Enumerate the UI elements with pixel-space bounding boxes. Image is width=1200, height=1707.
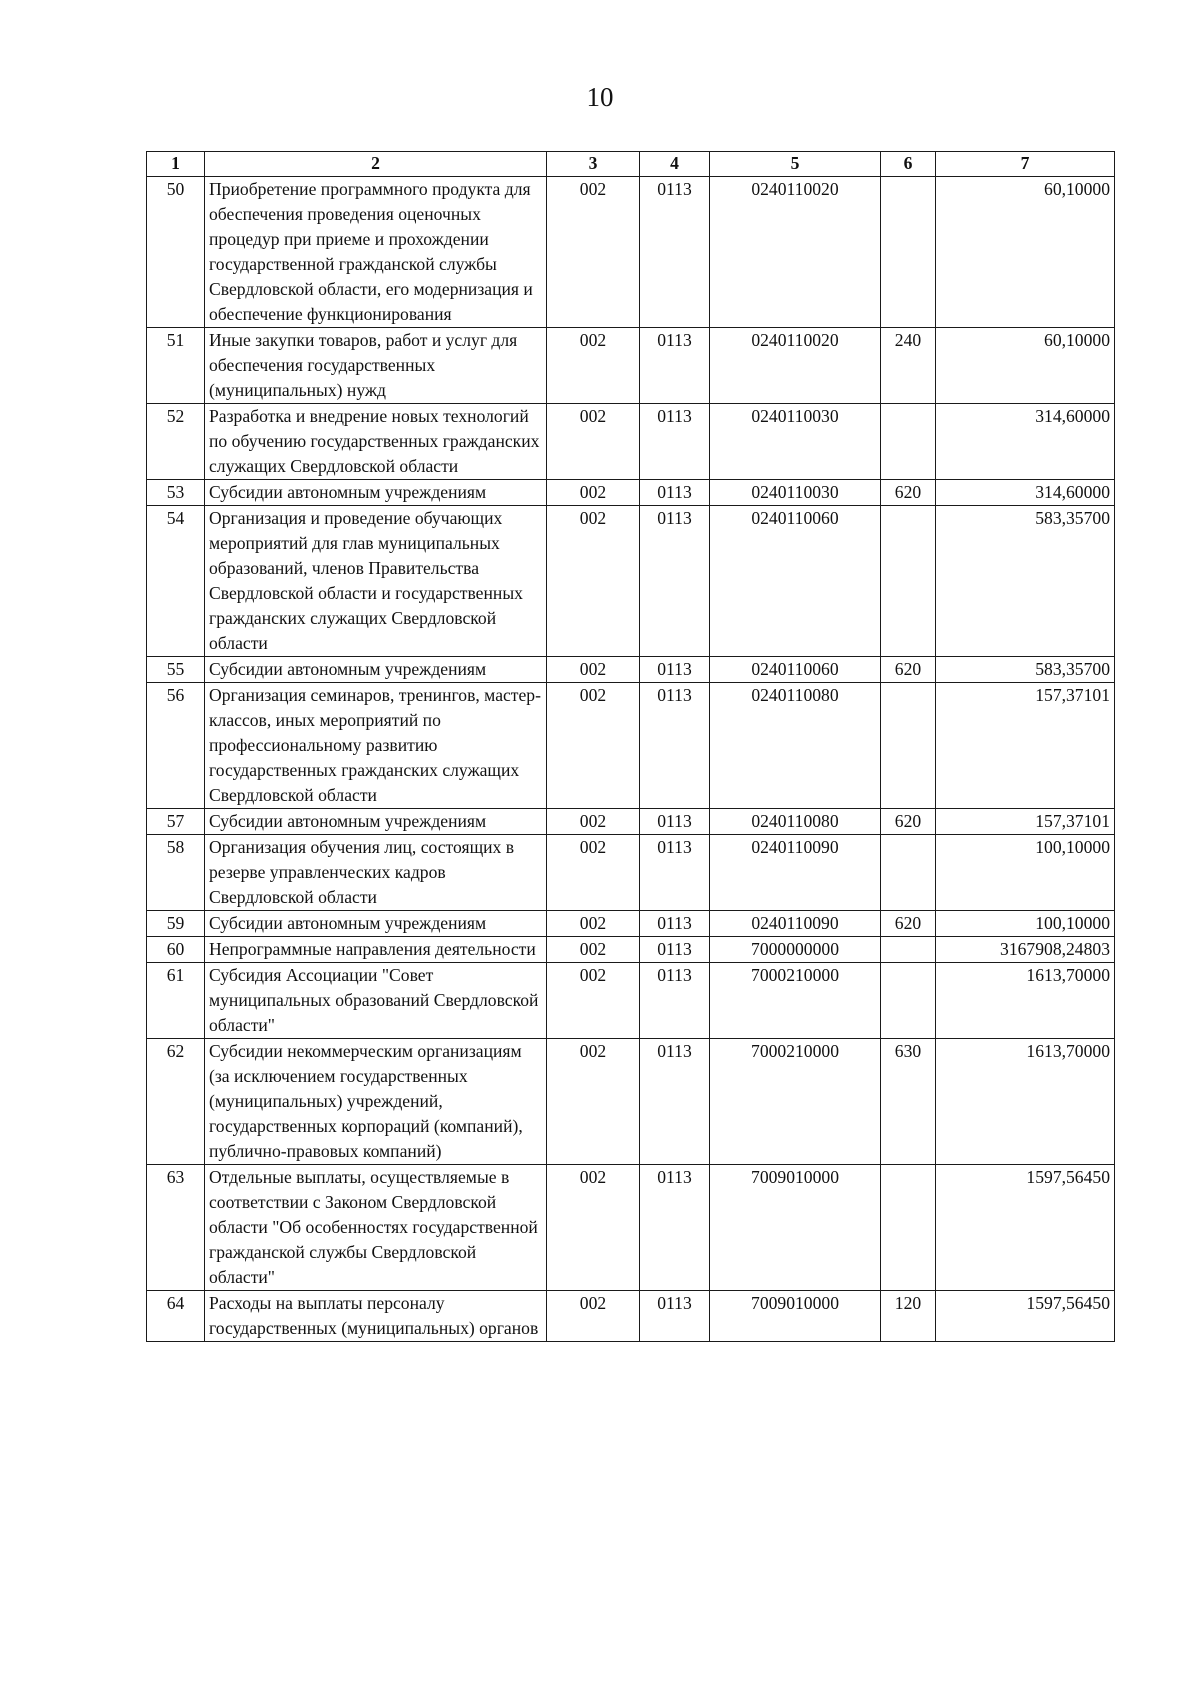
row-code-3: 002 bbox=[547, 809, 640, 835]
row-code-6 bbox=[881, 937, 936, 963]
row-code-4: 0113 bbox=[640, 1165, 710, 1291]
row-name: Субсидия Ассоциации "Совет муниципальных образований Свердловской области" bbox=[205, 963, 547, 1039]
row-code-3: 002 bbox=[547, 835, 640, 911]
row-code-5: 7000000000 bbox=[710, 937, 881, 963]
row-code-5: 7000210000 bbox=[710, 1039, 881, 1165]
row-code-3: 002 bbox=[547, 177, 640, 328]
row-code-6: 620 bbox=[881, 911, 936, 937]
table-row bbox=[147, 835, 1115, 911]
row-number: 57 bbox=[147, 809, 205, 835]
row-code-6: 620 bbox=[881, 657, 936, 683]
row-code-4: 0113 bbox=[640, 835, 710, 911]
table-row bbox=[147, 506, 1115, 657]
row-name: Субсидии автономным учреждениям bbox=[205, 480, 547, 506]
row-amount: 583,35700 bbox=[936, 506, 1115, 657]
row-number: 54 bbox=[147, 506, 205, 657]
row-code-4: 0113 bbox=[640, 657, 710, 683]
row-code-6 bbox=[881, 506, 936, 657]
row-code-4: 0113 bbox=[640, 1039, 710, 1165]
row-code-5: 0240110030 bbox=[710, 404, 881, 480]
table-row bbox=[147, 328, 1115, 404]
table-row bbox=[147, 963, 1115, 1039]
row-amount: 3167908,24803 bbox=[936, 937, 1115, 963]
table-header-row bbox=[147, 152, 1115, 177]
row-code-4: 0113 bbox=[640, 506, 710, 657]
row-code-6 bbox=[881, 835, 936, 911]
row-number: 64 bbox=[147, 1291, 205, 1342]
table-row bbox=[147, 1039, 1115, 1165]
row-code-3: 002 bbox=[547, 506, 640, 657]
row-number: 58 bbox=[147, 835, 205, 911]
row-name: Иные закупки товаров, работ и услуг для обеспечения государственных (муниципальных) нужд bbox=[205, 328, 547, 404]
row-code-5: 0240110080 bbox=[710, 683, 881, 809]
row-number: 63 bbox=[147, 1165, 205, 1291]
row-name: Отдельные выплаты, осуществляемые в соответствии с Законом Свердловской области "Об особенностях государственной гражданской службы Свердловской области" bbox=[205, 1165, 547, 1291]
row-code-4: 0113 bbox=[640, 1291, 710, 1342]
row-code-4: 0113 bbox=[640, 177, 710, 328]
row-name: Разработка и внедрение новых технологий по обучению государственных гражданских служащих Свердловской области bbox=[205, 404, 547, 480]
row-code-4: 0113 bbox=[640, 809, 710, 835]
row-code-6 bbox=[881, 963, 936, 1039]
row-name: Непрограммные направления деятельности bbox=[205, 937, 547, 963]
row-code-6: 120 bbox=[881, 1291, 936, 1342]
row-code-6: 240 bbox=[881, 328, 936, 404]
row-name: Субсидии автономным учреждениям bbox=[205, 911, 547, 937]
row-amount: 157,37101 bbox=[936, 809, 1115, 835]
table-row bbox=[147, 911, 1115, 937]
page-number: 10 bbox=[586, 82, 614, 112]
row-code-5: 0240110060 bbox=[710, 506, 881, 657]
row-number: 56 bbox=[147, 683, 205, 809]
row-number: 50 bbox=[147, 177, 205, 328]
row-code-5: 7009010000 bbox=[710, 1291, 881, 1342]
row-number: 62 bbox=[147, 1039, 205, 1165]
row-code-6 bbox=[881, 1165, 936, 1291]
row-code-3: 002 bbox=[547, 683, 640, 809]
row-code-4: 0113 bbox=[640, 937, 710, 963]
row-code-4: 0113 bbox=[640, 963, 710, 1039]
row-code-5: 0240110090 bbox=[710, 911, 881, 937]
row-code-3: 002 bbox=[547, 657, 640, 683]
row-code-4: 0113 bbox=[640, 404, 710, 480]
row-code-3: 002 bbox=[547, 963, 640, 1039]
header-col-4: 4 bbox=[640, 152, 710, 177]
table-row bbox=[147, 657, 1115, 683]
row-amount: 100,10000 bbox=[936, 835, 1115, 911]
row-name: Организация и проведение обучающих мероприятий для глав муниципальных образований, членов Правительства Свердловской области и государственных гражданских служащих Свердловской области bbox=[205, 506, 547, 657]
row-amount: 314,60000 bbox=[936, 404, 1115, 480]
row-amount: 583,35700 bbox=[936, 657, 1115, 683]
row-code-3: 002 bbox=[547, 937, 640, 963]
row-code-6: 630 bbox=[881, 1039, 936, 1165]
row-name: Организация семинаров, тренингов, мастер-классов, иных мероприятий по профессиональному развитию государственных гражданских служащих Свердловской области bbox=[205, 683, 547, 809]
row-code-5: 0240110020 bbox=[710, 328, 881, 404]
row-code-6 bbox=[881, 404, 936, 480]
row-amount: 100,10000 bbox=[936, 911, 1115, 937]
table-row bbox=[147, 480, 1115, 506]
row-number: 51 bbox=[147, 328, 205, 404]
row-code-3: 002 bbox=[547, 328, 640, 404]
table-row bbox=[147, 404, 1115, 480]
row-name: Организация обучения лиц, состоящих в резерве управленческих кадров Свердловской области bbox=[205, 835, 547, 911]
row-number: 52 bbox=[147, 404, 205, 480]
row-name: Субсидии некоммерческим организациям (за исключением государственных (муниципальных) учреждений, государственных корпораций (компаний), публично-правовых компаний) bbox=[205, 1039, 547, 1165]
row-number: 53 bbox=[147, 480, 205, 506]
row-code-6: 620 bbox=[881, 480, 936, 506]
header-col-5: 5 bbox=[710, 152, 881, 177]
row-code-3: 002 bbox=[547, 404, 640, 480]
row-number: 59 bbox=[147, 911, 205, 937]
row-code-4: 0113 bbox=[640, 683, 710, 809]
header-col-6: 6 bbox=[881, 152, 936, 177]
row-code-3: 002 bbox=[547, 480, 640, 506]
row-code-3: 002 bbox=[547, 1291, 640, 1342]
table-row bbox=[147, 683, 1115, 809]
row-code-5: 0240110030 bbox=[710, 480, 881, 506]
row-code-5: 0240110020 bbox=[710, 177, 881, 328]
table-row bbox=[147, 1291, 1115, 1342]
row-amount: 1597,56450 bbox=[936, 1165, 1115, 1291]
row-code-3: 002 bbox=[547, 1165, 640, 1291]
table-row bbox=[147, 1165, 1115, 1291]
row-code-5: 0240110060 bbox=[710, 657, 881, 683]
row-code-3: 002 bbox=[547, 911, 640, 937]
row-number: 55 bbox=[147, 657, 205, 683]
header-col-3: 3 bbox=[547, 152, 640, 177]
row-amount: 1613,70000 bbox=[936, 963, 1115, 1039]
row-code-6 bbox=[881, 177, 936, 328]
row-number: 60 bbox=[147, 937, 205, 963]
row-amount: 60,10000 bbox=[936, 328, 1115, 404]
row-code-5: 7009010000 bbox=[710, 1165, 881, 1291]
header-col-2: 2 bbox=[205, 152, 547, 177]
row-amount: 60,10000 bbox=[936, 177, 1115, 328]
row-code-5: 7000210000 bbox=[710, 963, 881, 1039]
row-code-6: 620 bbox=[881, 809, 936, 835]
row-code-6 bbox=[881, 683, 936, 809]
header-col-1: 1 bbox=[147, 152, 205, 177]
budget-table bbox=[146, 151, 1115, 1342]
table-row bbox=[147, 809, 1115, 835]
row-name: Субсидии автономным учреждениям bbox=[205, 809, 547, 835]
row-name: Расходы на выплаты персоналу государственных (муниципальных) органов bbox=[205, 1291, 547, 1342]
row-code-4: 0113 bbox=[640, 911, 710, 937]
row-amount: 157,37101 bbox=[936, 683, 1115, 809]
table-row bbox=[147, 177, 1115, 328]
row-code-5: 0240110080 bbox=[710, 809, 881, 835]
row-amount: 314,60000 bbox=[936, 480, 1115, 506]
row-name: Субсидии автономным учреждениям bbox=[205, 657, 547, 683]
row-amount: 1597,56450 bbox=[936, 1291, 1115, 1342]
row-code-3: 002 bbox=[547, 1039, 640, 1165]
row-amount: 1613,70000 bbox=[936, 1039, 1115, 1165]
row-code-5: 0240110090 bbox=[710, 835, 881, 911]
header-col-7: 7 bbox=[936, 152, 1115, 177]
row-code-4: 0113 bbox=[640, 480, 710, 506]
row-number: 61 bbox=[147, 963, 205, 1039]
row-name: Приобретение программного продукта для обеспечения проведения оценочных процедур при приеме и прохождении государственной гражданской службы Свердловской области, его модернизация и обеспечение функционирования bbox=[205, 177, 547, 328]
row-code-4: 0113 bbox=[640, 328, 710, 404]
table-row bbox=[147, 937, 1115, 963]
